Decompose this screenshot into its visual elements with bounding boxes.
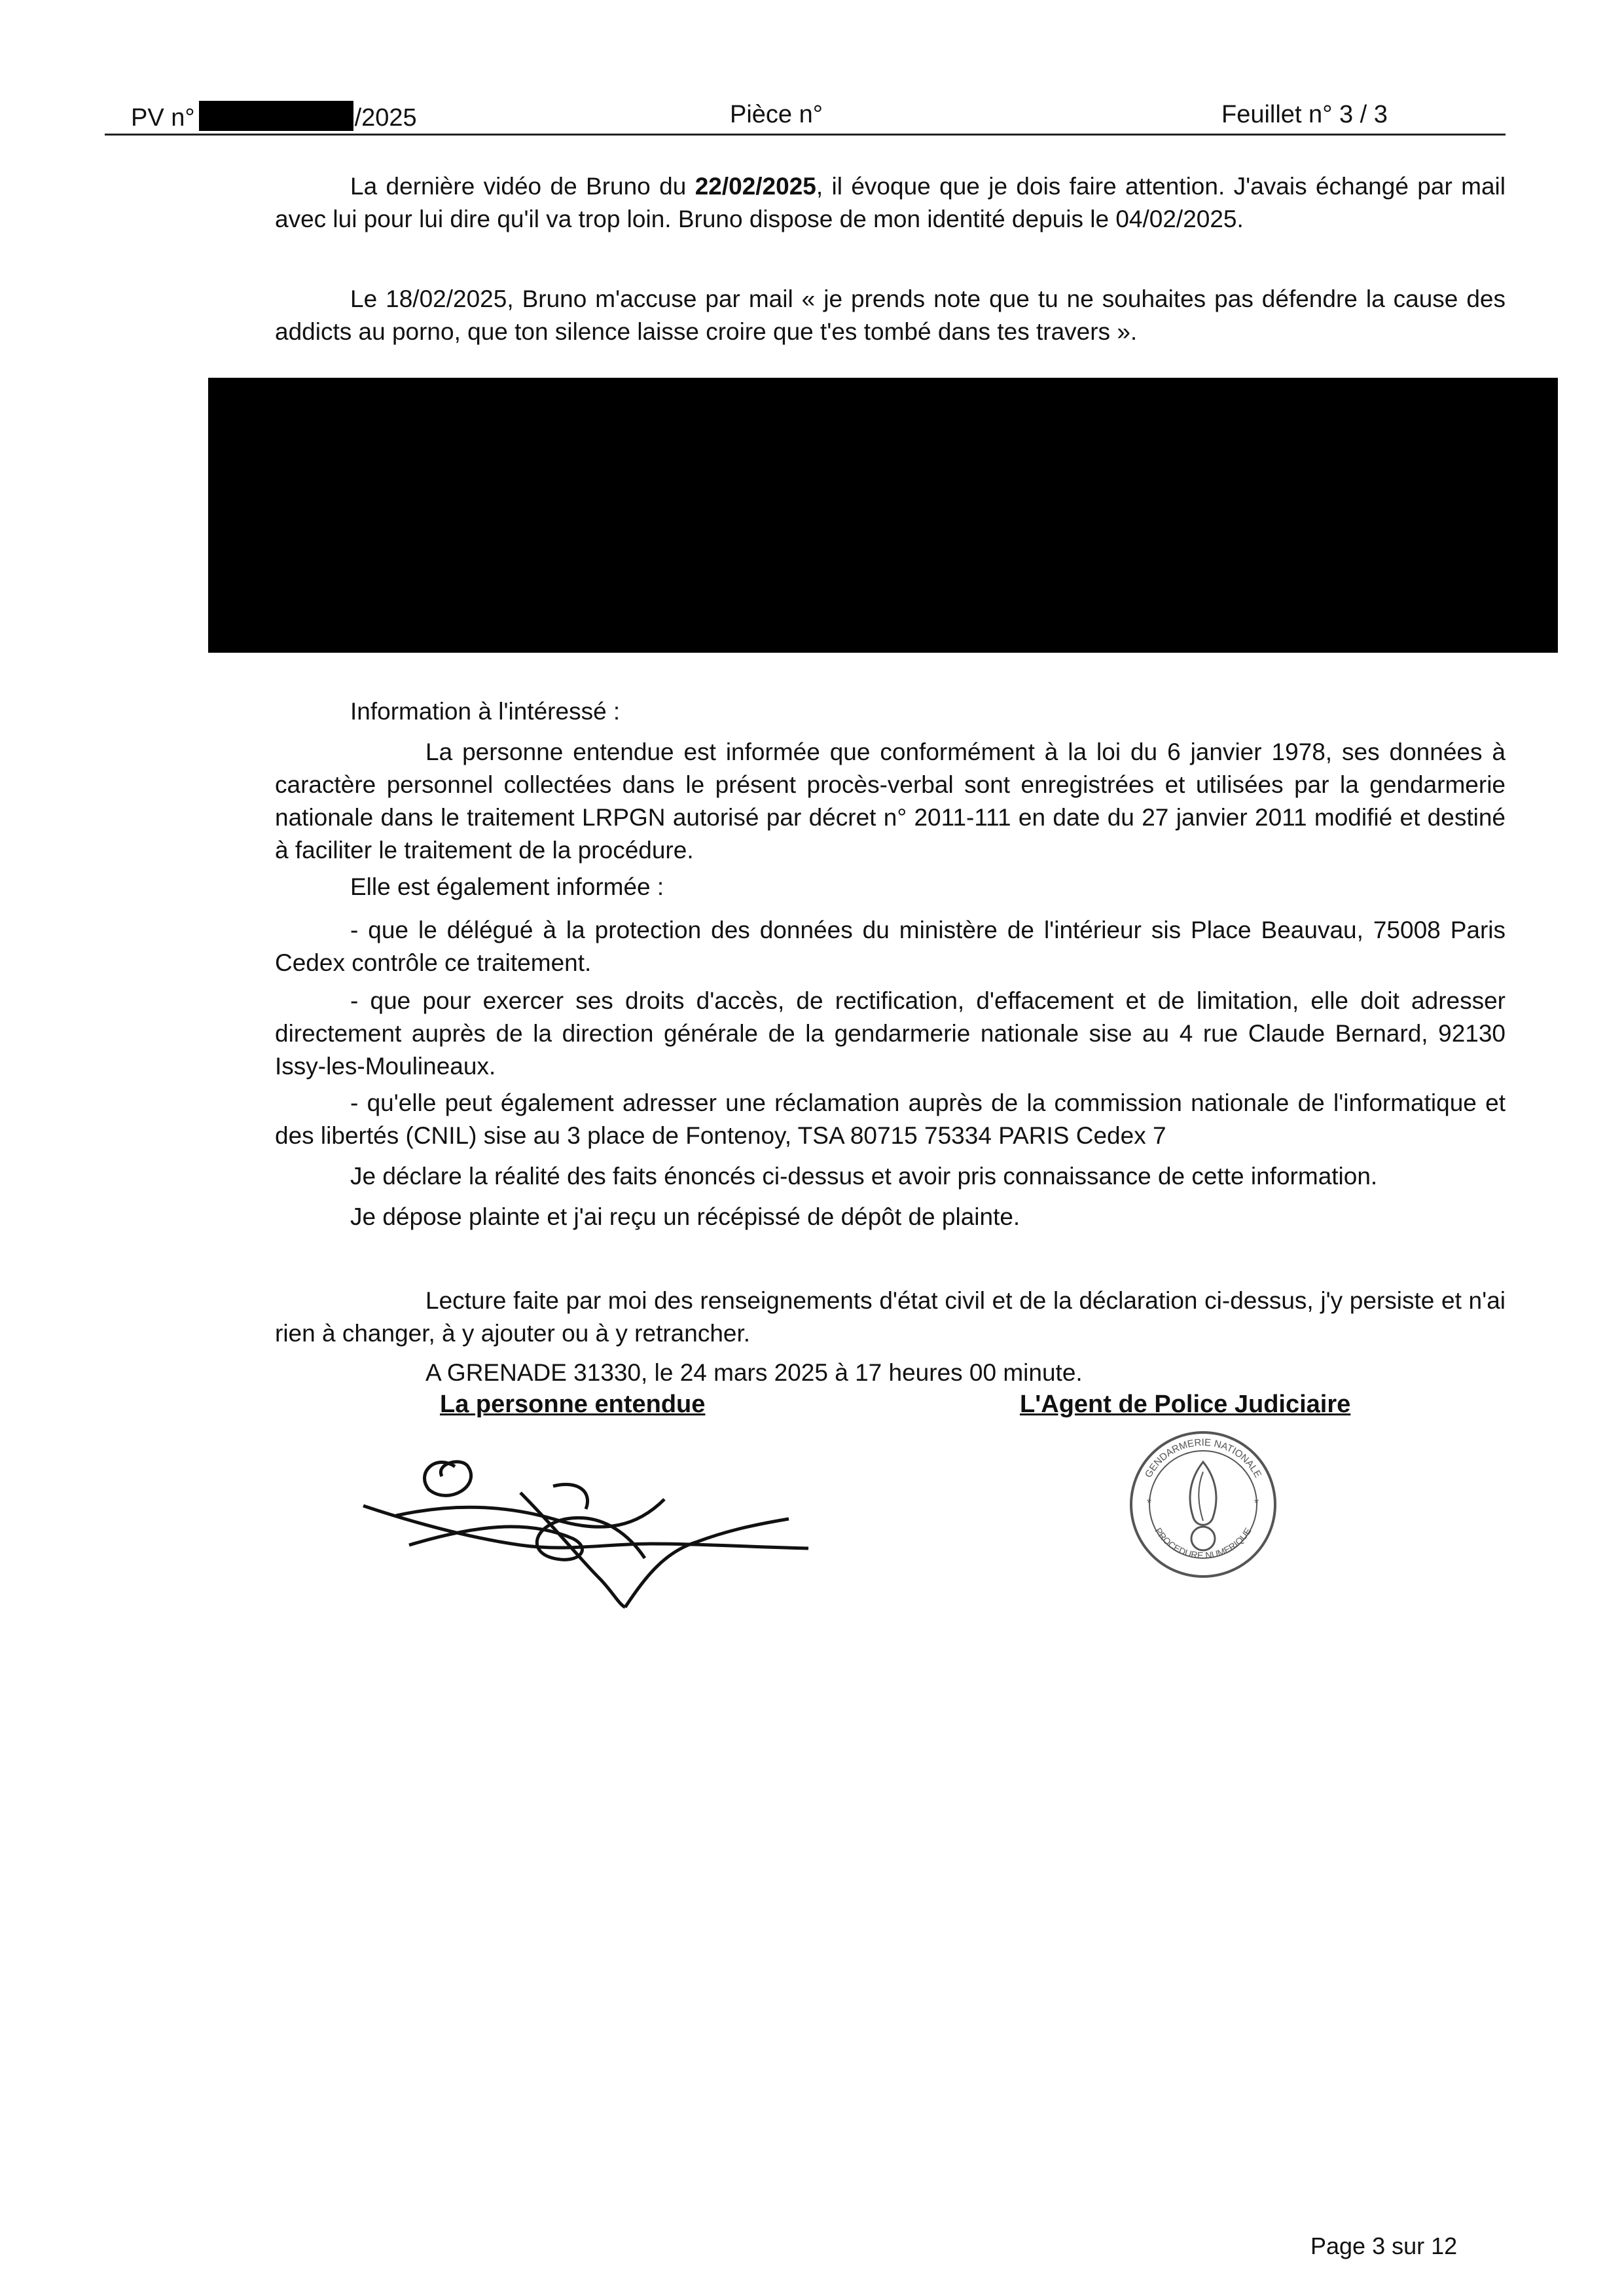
redacted-block: [208, 378, 1558, 653]
svg-text:PROCEDURE NUMERIQUE: [1153, 1526, 1253, 1561]
info-paragraph-2: Elle est également informée :: [350, 873, 664, 900]
p1-text-pre: La dernière vidéo de Bruno du: [350, 173, 695, 200]
info-title: Information à l'intéressé :: [350, 698, 621, 725]
info-paragraph-1: La personne entendue est informée que conformément à la loi du 6 janvier 1978, ses données à caractère personnel collectées dans le présent procès-verbal sont enregistrées et utilisées par la gendarmerie nationale dans le traitement LRPGN autorisé par décret n° 2011-111 en date du 27 janvier 2011 modifié et destiné à faciliter le traitement de la procédure.: [275, 738, 1506, 864]
pv-prefix: PV n°: [131, 104, 195, 132]
redaction-mark: [199, 101, 353, 131]
feuillet-number: Feuillet n° 3 / 3: [1221, 101, 1388, 128]
paragraph-last-video: [275, 170, 1506, 236]
p1-text-post: , il évoque que je dois faire attention. J'avais échangé par mail avec lui pour lui dire qu'il va trop loin. Bruno dispose de mon identité depuis le 04/02/2025.: [275, 173, 1506, 232]
svg-text:*: *: [1254, 1497, 1259, 1510]
signature-label-agent: L'Agent de Police Judiciaire: [1020, 1391, 1351, 1418]
p1-date: 22/02/2025: [695, 173, 816, 200]
pv-number: [131, 101, 417, 132]
page-header: [105, 98, 1506, 136]
info-paragraph-4: - que pour exercer ses droits d'accès, de rectification, d'effacement et de limitation, elle doit adresser directement auprès de la direction générale de la gendarmerie nationale sise au 4 rue Claude Bernard, 92130 Issy-les-Moulineaux.: [275, 987, 1506, 1080]
pv-suffix: /2025: [354, 104, 417, 132]
complaint-statement: Je dépose plainte et j'ai reçu un récépissé de dépôt de plainte.: [350, 1203, 1020, 1230]
page-number: Page 3 sur 12: [1310, 2232, 1458, 2259]
gendarmerie-stamp: [1125, 1426, 1282, 1583]
info-paragraph-5: - qu'elle peut également adresser une réclamation auprès de la commission nationale de l'informatique et des libertés (CNIL) sise au 3 place de Fontenoy, TSA 80715 75334 PARIS Cedex 7: [275, 1089, 1506, 1149]
paragraph-email-accusation: Le 18/02/2025, Bruno m'accuse par mail « je prends note que tu ne souhaites pas défendre la cause des addicts au porno, que ton silence laisse croire que t'es tombé dans tes travers ».: [275, 285, 1506, 345]
stamp-bottom-text: PROCEDURE NUMERIQUE: [1153, 1525, 1254, 1561]
handwritten-signature: [357, 1427, 815, 1624]
piece-number: Pièce n°: [730, 101, 823, 128]
signature-label-person: La personne entendue: [440, 1391, 706, 1418]
reading-statement: Lecture faite par moi des renseignements d'état civil et de la déclaration ci-dessus, j'y persiste et n'ai rien à changer, à y ajouter ou à y retrancher.: [275, 1287, 1506, 1347]
place-date: A GRENADE 31330, le 24 mars 2025 à 17 heures 00 minute.: [425, 1359, 1083, 1386]
declaration-statement: Je déclare la réalité des faits énoncés ci-dessus et avoir pris connaissance de cette information.: [350, 1163, 1378, 1190]
stamp-top-text: GENDARMERIE NATIONALE: [1142, 1436, 1264, 1480]
svg-text:*: *: [1147, 1497, 1152, 1510]
info-paragraph-3: - que le délégué à la protection des données du ministère de l'intérieur sis Place Beauvau, 75008 Paris Cedex contrôle ce traitement.: [275, 917, 1506, 976]
